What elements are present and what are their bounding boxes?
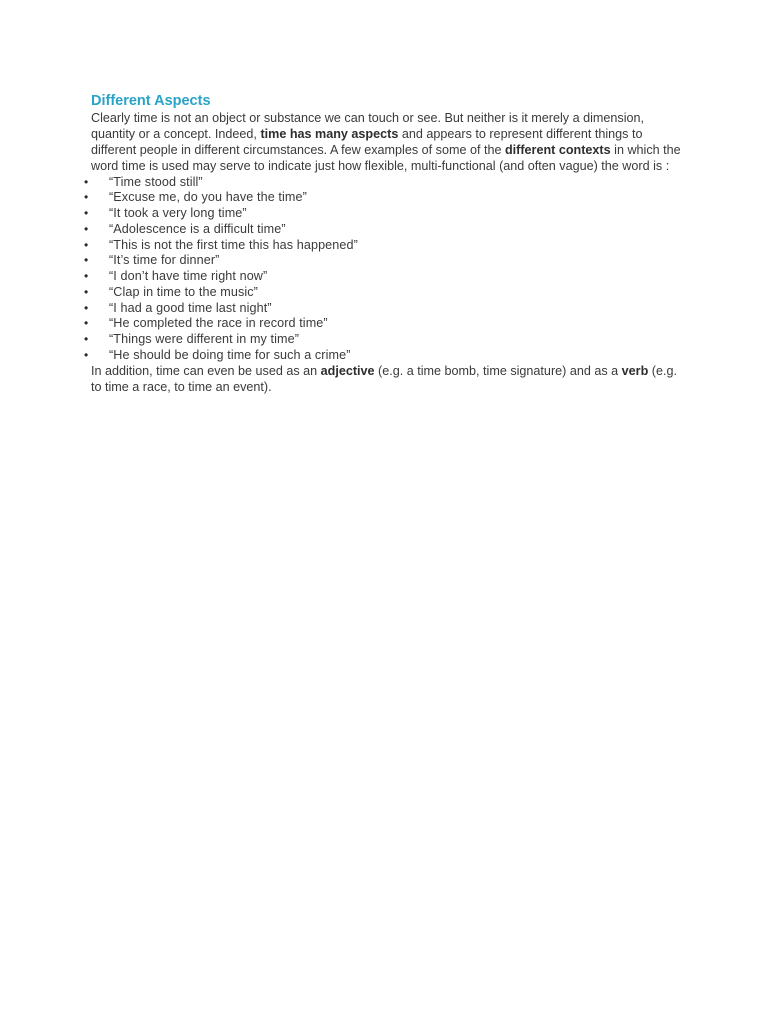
closing-bold-1: adjective	[320, 363, 375, 378]
list-item	[84, 269, 681, 285]
bullet-icon: •	[84, 237, 89, 252]
quote-text: “It took a very long time”	[109, 206, 247, 221]
quote-text: “He completed the race in record time”	[109, 316, 328, 331]
bullet-icon: •	[84, 300, 89, 315]
list-item	[84, 347, 681, 364]
intro-paragraph	[91, 111, 681, 175]
bullet-icon: •	[84, 347, 89, 362]
bullet-icon: •	[84, 206, 89, 221]
bullet-icon: •	[84, 190, 89, 205]
closing-bold-2: verb	[621, 363, 649, 378]
intro-bold-1: time has many aspects	[260, 126, 399, 141]
list-item	[84, 190, 681, 206]
document-body	[84, 92, 681, 395]
closing-paragraph	[91, 364, 681, 396]
list-item	[84, 284, 681, 301]
list-item	[84, 221, 681, 238]
quote-text: “I had a good time last night”	[109, 300, 272, 315]
bullet-icon: •	[84, 316, 89, 331]
list-item	[84, 332, 681, 348]
quote-text: “Time stood still”	[109, 174, 203, 189]
quote-text: “This is not the first time this has happened”	[109, 237, 358, 252]
quote-text: “Things were different in my time”	[109, 332, 300, 347]
quote-text: “Clap in time to the music”	[109, 284, 258, 299]
intro-text-3: in which the word time is used may serve to indicate just how flexible, multi-functional (and often vague) the word is :	[91, 142, 681, 173]
bullet-icon: •	[84, 221, 89, 236]
list-item	[84, 253, 681, 269]
bullet-icon: •	[84, 174, 89, 189]
list-item	[84, 237, 681, 254]
bullet-icon: •	[84, 284, 89, 299]
intro-text-2: and appears to represent different things to different people in different circumstances. A few examples of some of the	[91, 126, 643, 157]
list-item	[84, 206, 681, 222]
bullet-icon: •	[84, 253, 89, 268]
intro-text-1: Clearly time is not an object or substance we can touch or see. But neither is it merely a dimension, quantity or a concept. Indeed,	[91, 111, 644, 141]
bullet-icon: •	[84, 332, 89, 347]
section-heading: Different Aspects	[91, 93, 211, 109]
quote-text: “Adolescence is a difficult time”	[109, 221, 286, 236]
closing-text-2: (e.g. a time bomb, time signature) and as a	[374, 363, 622, 378]
quote-text: “Excuse me, do you have the time”	[109, 190, 307, 205]
list-item	[84, 300, 681, 317]
list-item	[84, 174, 681, 191]
quote-text: “I don’t have time right now”	[109, 269, 268, 284]
quote-text: “He should be doing time for such a crime”	[109, 347, 351, 362]
bullet-icon: •	[84, 269, 89, 284]
intro-bold-2: different contexts	[504, 142, 611, 157]
quote-list	[84, 174, 681, 364]
closing-text-3: (e.g. to time a race, to time an event).	[91, 363, 677, 394]
closing-text-1: In addition, time can even be used as an	[91, 363, 321, 378]
list-item	[84, 316, 681, 332]
quote-text: “It’s time for dinner”	[109, 253, 220, 268]
